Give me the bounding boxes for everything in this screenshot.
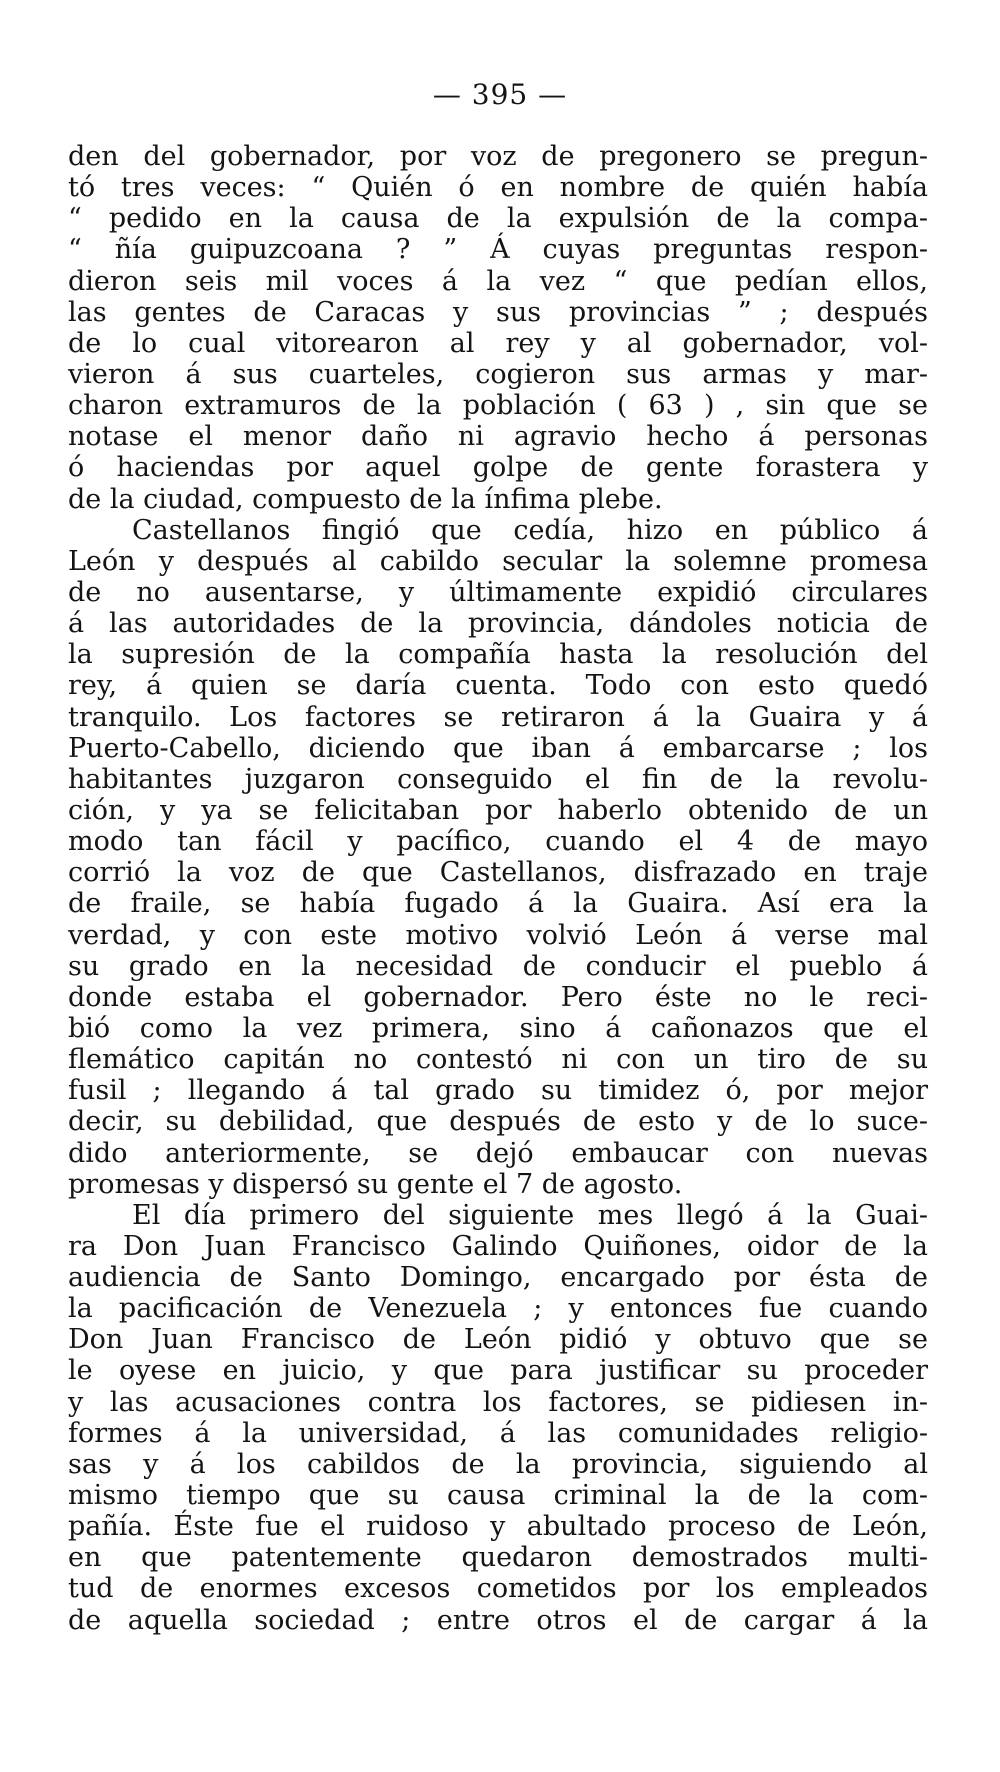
text-line: León y después al cabildo secular la solemne promesa bbox=[68, 545, 928, 577]
text-line: fusil ; llegando á tal grado su timidez ó, por mejor bbox=[68, 1075, 928, 1107]
text-line: ción, y ya se felicitaban por haberlo obtenido de un bbox=[68, 794, 928, 826]
body-text bbox=[68, 141, 928, 1636]
text-line: modo tan fácil y pacífico, cuando el 4 de mayo bbox=[68, 826, 928, 858]
text-line: bió como la vez primera, sino á cañonazos que el bbox=[68, 1012, 928, 1044]
text-line: de la ciudad, compuesto de la ínfima plebe. bbox=[68, 483, 663, 515]
text-line: á las autoridades de la provincia, dándoles noticia de bbox=[68, 608, 928, 640]
text-line: “ ñía guipuzcoana ? ” Á cuyas preguntas respon- bbox=[68, 234, 928, 266]
text-line: mismo tiempo que su causa criminal la de la com- bbox=[68, 1480, 928, 1512]
text-line: las gentes de Caracas y sus provincias ” ; después bbox=[68, 296, 928, 328]
text-line: de lo cual vitorearon al rey y al gobernador, vol- bbox=[68, 327, 928, 359]
text-line: tud de enormes excesos cometidos por los empleados bbox=[68, 1573, 928, 1605]
text-line: corrió la voz de que Castellanos, disfrazado en traje bbox=[68, 857, 928, 889]
text-line: audiencia de Santo Domingo, encargado por ésta de bbox=[68, 1262, 928, 1294]
text-line: dieron seis mil voces á la vez “ que pedían ellos, bbox=[68, 265, 928, 297]
text-line: le oyese en juicio, y que para justificar su proceder bbox=[68, 1355, 928, 1387]
text-line: su grado en la necesidad de conducir el pueblo á bbox=[68, 950, 928, 982]
text-line: charon extramuros de la población ( 63 ) , sin que se bbox=[68, 390, 928, 422]
text-line: dido anteriormente, se dejó embaucar con nuevas bbox=[68, 1137, 928, 1169]
text-line: formes á la universidad, á las comunidades religio- bbox=[68, 1417, 928, 1449]
text-line: habitantes juzgaron conseguido el fin de la revolu- bbox=[68, 763, 928, 795]
text-line: de aquella sociedad ; entre otros el de cargar á la bbox=[68, 1604, 928, 1636]
text-line: de no ausentarse, y últimamente expidió circulares bbox=[68, 576, 928, 608]
text-line: y las acusaciones contra los factores, se pidiesen in- bbox=[68, 1386, 928, 1418]
text-line: tó tres veces: “ Quién ó en nombre de quién había bbox=[68, 172, 928, 204]
text-line: Puerto-Cabello, diciendo que iban á embarcarse ; los bbox=[68, 732, 928, 764]
text-line: ra Don Juan Francisco Galindo Quiñones, oidor de la bbox=[68, 1230, 928, 1262]
text-line: “ pedido en la causa de la expulsión de la compa- bbox=[68, 203, 928, 235]
text-line: vieron á sus cuarteles, cogieron sus armas y mar- bbox=[68, 358, 928, 390]
text-line: de fraile, se había fugado á la Guaira. Así era la bbox=[68, 888, 928, 920]
text-line: notase el menor daño ni agravio hecho á personas bbox=[68, 421, 928, 453]
text-line: sas y á los cabildos de la provincia, siguiendo al bbox=[68, 1448, 928, 1480]
text-line: verdad, y con este motivo volvió León á verse mal bbox=[68, 919, 928, 951]
text-line: pañía. Éste fue el ruidoso y abultado proceso de León, bbox=[68, 1511, 928, 1543]
text-line: promesas y dispersó su gente el 7 de agosto. bbox=[68, 1168, 683, 1200]
text-line: rey, á quien se daría cuenta. Todo con esto quedó bbox=[68, 670, 928, 702]
text-line: en que patentemente quedaron demostrados multi- bbox=[68, 1542, 928, 1574]
text-line: den del gobernador, por voz de pregonero se pregun- bbox=[68, 141, 928, 172]
page-number: — 395 — bbox=[432, 78, 568, 111]
text-line: ó haciendas por aquel golpe de gente forastera y bbox=[68, 452, 928, 484]
text-line: donde estaba el gobernador. Pero éste no le reci- bbox=[68, 981, 928, 1013]
text-line: flemático capitán no contestó ni con un tiro de su bbox=[68, 1044, 928, 1076]
text-line: tranquilo. Los factores se retiraron á la Guaira y á bbox=[68, 701, 928, 733]
text-line: la supresión de la compañía hasta la resolución del bbox=[68, 639, 928, 671]
text-line: Castellanos fingió que cedía, hizo en público á bbox=[132, 514, 928, 546]
text-line: la pacificación de Venezuela ; y entonces fue cuando bbox=[68, 1293, 928, 1325]
text-line: El día primero del siguiente mes llegó á la Guai- bbox=[132, 1199, 928, 1231]
text-line: decir, su debilidad, que después de esto y de lo suce- bbox=[68, 1106, 928, 1138]
text-line: Don Juan Francisco de León pidió y obtuvo que se bbox=[68, 1324, 928, 1356]
